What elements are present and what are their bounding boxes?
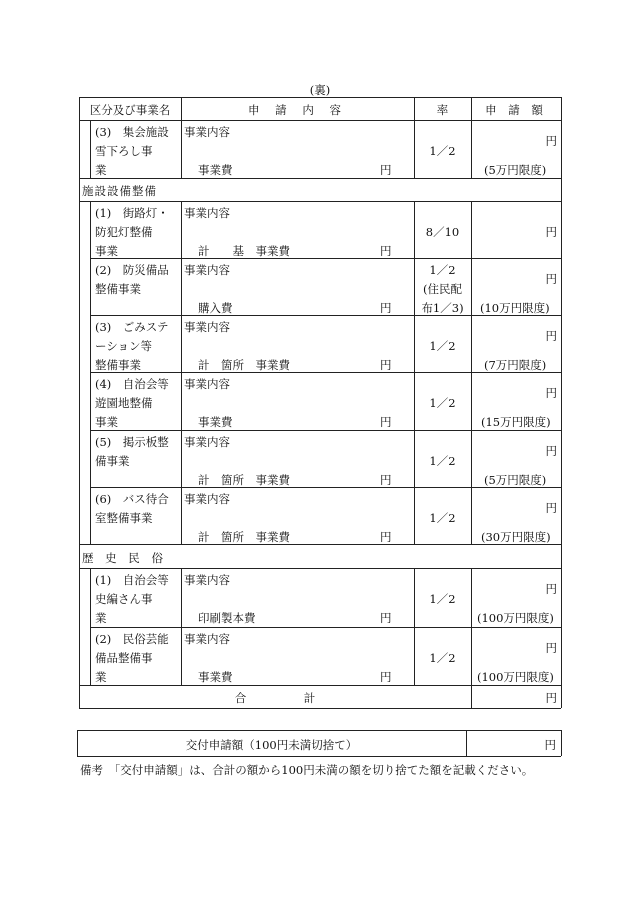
cost-label: 計 箇所 事業費: [198, 358, 290, 372]
row-name: 室整備事業: [95, 511, 153, 525]
row-name: (3) 集会施設: [95, 125, 169, 139]
page-label: (裏): [309, 83, 331, 97]
cost-unit: 円: [380, 611, 392, 625]
cost-label: 計 基 事業費: [198, 244, 290, 258]
rate-note: 布1／3): [421, 301, 464, 315]
content-label: 事業内容: [184, 573, 230, 587]
amount-unit: 円: [545, 641, 557, 655]
row-name: 業: [95, 611, 107, 625]
rate: 1／2: [429, 651, 456, 665]
row-name: (6) バス待合: [95, 492, 169, 506]
amount-unit: 円: [545, 225, 557, 239]
content-label: 事業内容: [184, 492, 230, 506]
content-label: 事業内容: [184, 206, 230, 220]
cost-unit: 円: [380, 244, 392, 258]
amount-limit: (15万円限度): [481, 415, 551, 429]
remarks-note: 備考 「交付申請額」は、合計の額から100円未満の額を切り捨てた額を記載ください。: [80, 763, 534, 777]
row-name: 整備事業: [95, 282, 141, 296]
header-amount: 申 請 額: [485, 103, 547, 117]
amount-limit: (5万円限度): [484, 163, 547, 177]
amount-unit: 円: [545, 134, 557, 148]
rate: 1／2: [429, 396, 456, 410]
row-name: (3) ごみステ: [95, 320, 169, 334]
rate-note: (住民配: [423, 282, 462, 296]
row-name: (4) 自治会等: [95, 377, 169, 391]
row-name: 備事業: [95, 454, 130, 468]
table-border-left: [79, 97, 80, 708]
amount-unit: 円: [545, 444, 557, 458]
row-name: 業: [95, 163, 107, 177]
amount-unit: 円: [545, 582, 557, 596]
amount-unit: 円: [545, 272, 557, 286]
amount-unit: 円: [545, 329, 557, 343]
cost-unit: 円: [380, 670, 392, 684]
content-label: 事業内容: [184, 263, 230, 277]
amount-limit: (5万円限度): [484, 473, 547, 487]
row-name: (2) 民俗芸能: [95, 632, 169, 646]
amount-limit: (10万円限度): [480, 301, 550, 315]
section-history: 歴 史 民 俗: [82, 551, 167, 565]
row-name: (1) 街路灯・: [95, 206, 169, 220]
amount-limit: (30万円限度): [481, 530, 551, 544]
table-border-right: [561, 97, 562, 708]
row-name: 備品整備事: [95, 651, 153, 665]
cost-label: 事業費: [198, 163, 233, 177]
grant-label: 交付申請額（100円未満切捨て）: [185, 738, 358, 752]
rate: 1／2: [429, 339, 456, 353]
cost-label: 印刷製本費: [198, 611, 256, 625]
rate: 1／2: [429, 144, 456, 158]
row-name: 事業: [95, 244, 118, 258]
cost-unit: 円: [380, 415, 392, 429]
section-facility: 施設設備整備: [82, 184, 157, 198]
amount-limit: (7万円限度): [484, 358, 547, 372]
content-label: 事業内容: [184, 125, 230, 139]
rate: 1／2: [429, 263, 456, 277]
grant-unit: 円: [544, 738, 556, 752]
row-name: 業: [95, 670, 107, 684]
rate: 1／2: [429, 592, 456, 606]
rate: 8／10: [425, 225, 460, 239]
amount-limit: (100万円限度): [477, 611, 554, 625]
content-label: 事業内容: [184, 632, 230, 646]
header-category: 区分及び事業名: [89, 103, 171, 117]
rate: 1／2: [429, 511, 456, 525]
content-label: 事業内容: [184, 377, 230, 391]
amount-unit: 円: [545, 386, 557, 400]
total-unit: 円: [545, 691, 557, 705]
content-label: 事業内容: [184, 435, 230, 449]
row-name: 史編さん事: [95, 592, 153, 606]
amount-limit: (100万円限度): [477, 670, 554, 684]
row-name: 整備事業: [95, 358, 141, 372]
cost-unit: 円: [380, 530, 392, 544]
cost-label: 計 箇所 事業費: [198, 530, 290, 544]
row-name: (5) 掲示板整: [95, 435, 169, 449]
cost-unit: 円: [380, 301, 392, 315]
rate: 1／2: [429, 454, 456, 468]
header-content: 申 請 内 容: [248, 103, 347, 117]
cost-label: 計 箇所 事業費: [198, 473, 290, 487]
cost-unit: 円: [380, 473, 392, 487]
cost-unit: 円: [380, 163, 392, 177]
cost-unit: 円: [380, 358, 392, 372]
row-name: ーション等: [95, 339, 153, 353]
header-rate: 率: [436, 103, 449, 117]
total-label: 合 計: [234, 691, 316, 705]
row-name: 防犯灯整備: [95, 225, 153, 239]
row-name: 雪下ろし事: [95, 144, 153, 158]
row-name: (1) 自治会等: [95, 573, 169, 587]
amount-unit: 円: [545, 501, 557, 515]
row-name: (2) 防災備品: [95, 263, 169, 277]
row-name: 事業: [95, 415, 118, 429]
cost-label: 事業費: [198, 415, 233, 429]
row-name: 遊園地整備: [95, 396, 153, 410]
cost-label: 購入費: [198, 301, 233, 315]
cost-label: 事業費: [198, 670, 233, 684]
content-label: 事業内容: [184, 320, 230, 334]
